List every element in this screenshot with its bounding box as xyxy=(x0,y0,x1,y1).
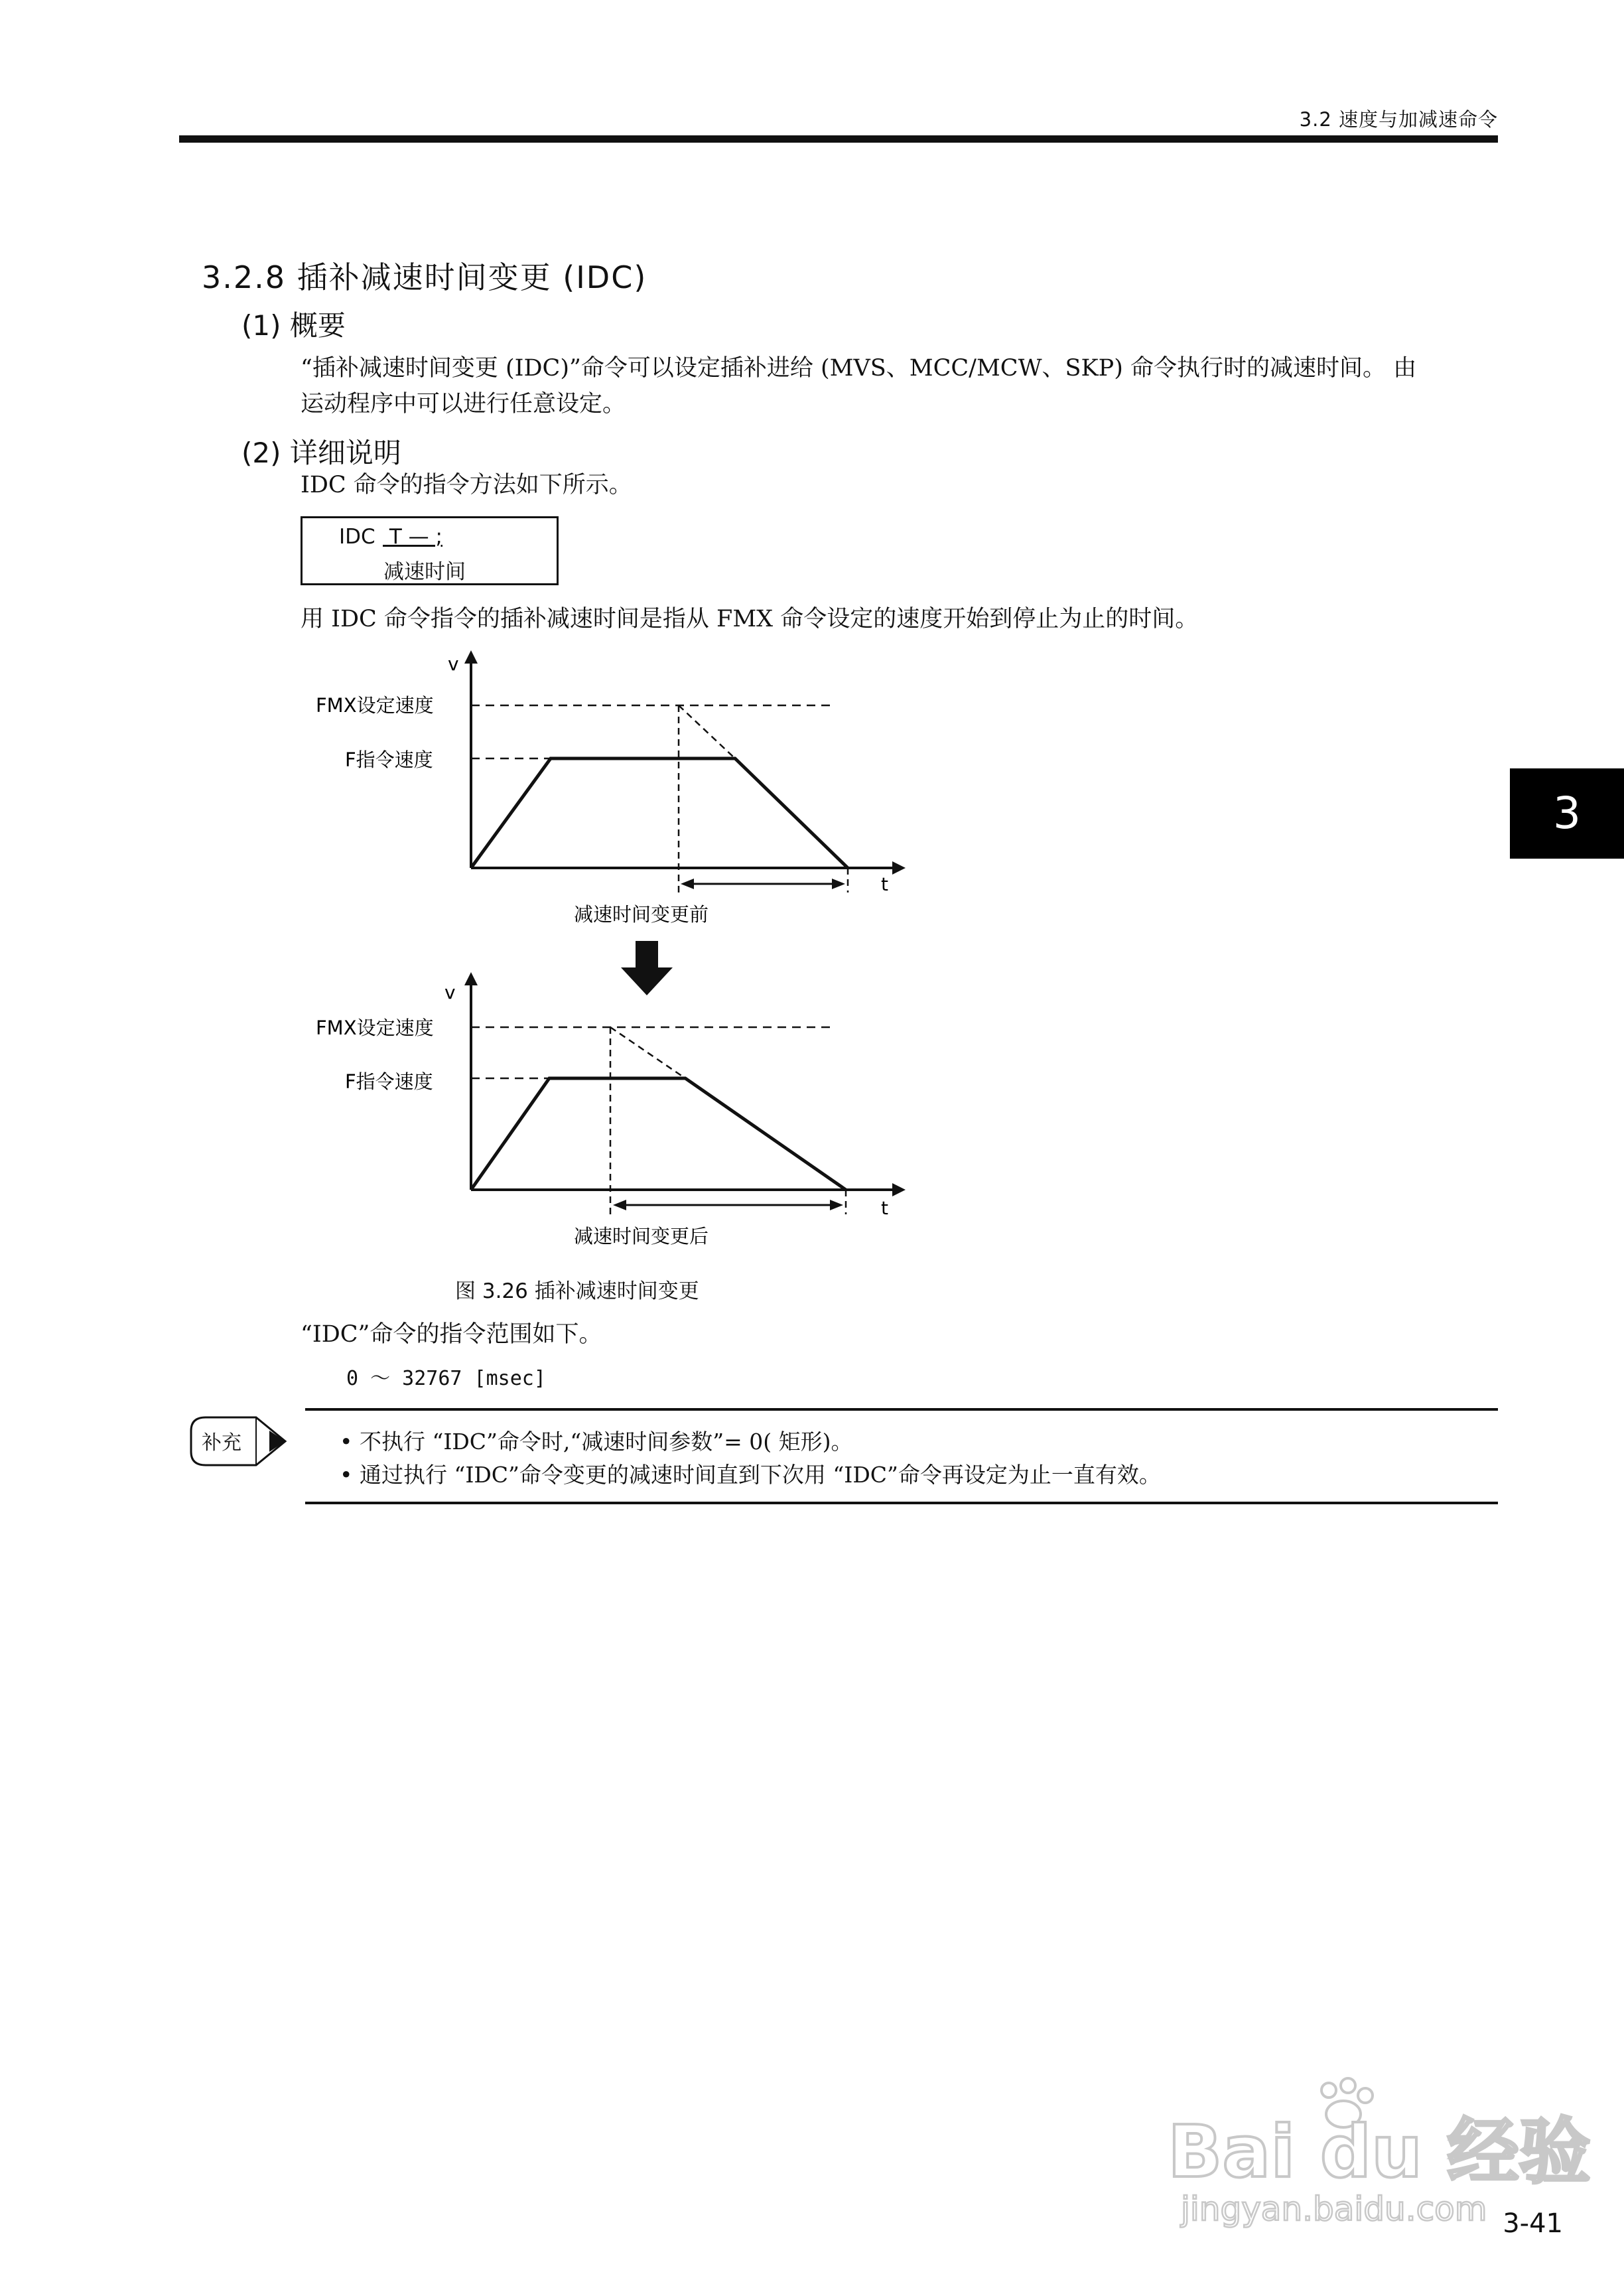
range-value: 0 ～ 32767 [msec] xyxy=(346,1367,546,1390)
v-axis-label: v xyxy=(448,653,459,675)
v-axis-arrow-icon xyxy=(464,650,478,664)
syntax-parameter-label: 减速时间 xyxy=(383,560,466,584)
t-axis-label: t xyxy=(881,1197,888,1219)
detail-intro: IDC 命令的指令方法如下所示。 xyxy=(301,472,632,498)
velocity-profile xyxy=(471,1078,846,1190)
decel-span-label: 减速时间变更后 xyxy=(574,1225,709,1247)
watermark-brand: Bai du 经验 xyxy=(1168,2111,1591,2194)
down-arrow-icon xyxy=(621,941,673,995)
note-bottom-rule xyxy=(305,1502,1498,1504)
span-arrow-right-icon xyxy=(832,879,845,889)
span-arrow-left-icon xyxy=(681,879,694,889)
span-arrow-right-icon xyxy=(830,1200,843,1210)
range-intro: “IDC”命令的指令范围如下。 xyxy=(301,1321,602,1348)
f-speed-label: F指令速度 xyxy=(345,748,433,771)
page-number: 3-41 xyxy=(1503,2208,1563,2239)
subsection-heading-details: (2) 详细说明 xyxy=(241,437,401,469)
fmx-decel-slope xyxy=(610,1027,685,1078)
watermark-url: jingyan.baidu.com xyxy=(1181,2190,1487,2228)
chapter-tab: 3 xyxy=(1510,768,1624,859)
fmx-speed-label: FMX设定速度 xyxy=(316,694,434,717)
t-axis-arrow-icon xyxy=(892,1183,906,1196)
fmx-decel-slope xyxy=(679,705,735,758)
note-item: • 不执行 “IDC”命令时,“减速时间参数”= 0( 矩形)。 xyxy=(340,1429,853,1455)
supplement-pencil-icon xyxy=(187,1411,293,1472)
chart-before xyxy=(316,650,906,926)
note-item: • 通过执行 “IDC”命令变更的减速时间直到下次用 “IDC”命令再设定为止一直有效。 xyxy=(340,1462,1161,1488)
syntax-parameter: T — ; xyxy=(383,525,442,549)
running-header: 3.2 速度与加减速命令 xyxy=(1299,108,1498,131)
section-title: 3.2.8 插补减速时间变更 (IDC) xyxy=(202,259,647,295)
t-axis-arrow-icon xyxy=(892,861,906,875)
span-arrow-left-icon xyxy=(613,1200,626,1210)
overview-line-2: 运动程序中可以进行任意设定。 xyxy=(301,391,626,417)
decel-span-label: 减速时间变更前 xyxy=(574,903,709,926)
v-axis-label: v xyxy=(444,981,456,1003)
supplement-icon-label: 补充 xyxy=(202,1431,241,1455)
fmx-speed-label: FMX设定速度 xyxy=(316,1017,434,1039)
t-axis-label: t xyxy=(881,873,888,895)
overview-line-1: “插补减速时间变更 (IDC)”命令可以设定插补进给 (MVS、MCC/MCW、SKP) 命令执行时的减速时间。 由 xyxy=(301,355,1417,382)
velocity-profile xyxy=(471,758,848,868)
figure-caption: 图 3.26 插补减速时间变更 xyxy=(455,1279,699,1303)
note-top-rule xyxy=(305,1408,1498,1411)
chart-after xyxy=(316,972,906,1247)
f-speed-label: F指令速度 xyxy=(345,1070,433,1093)
subsection-heading-overview: (1) 概要 xyxy=(241,309,346,342)
v-axis-arrow-icon xyxy=(464,972,478,985)
detail-explanation: 用 IDC 命令指令的插补减速时间是指从 FMX 命令设定的速度开始到停止为止的时间。 xyxy=(301,606,1199,632)
syntax-command: IDC xyxy=(339,525,375,549)
